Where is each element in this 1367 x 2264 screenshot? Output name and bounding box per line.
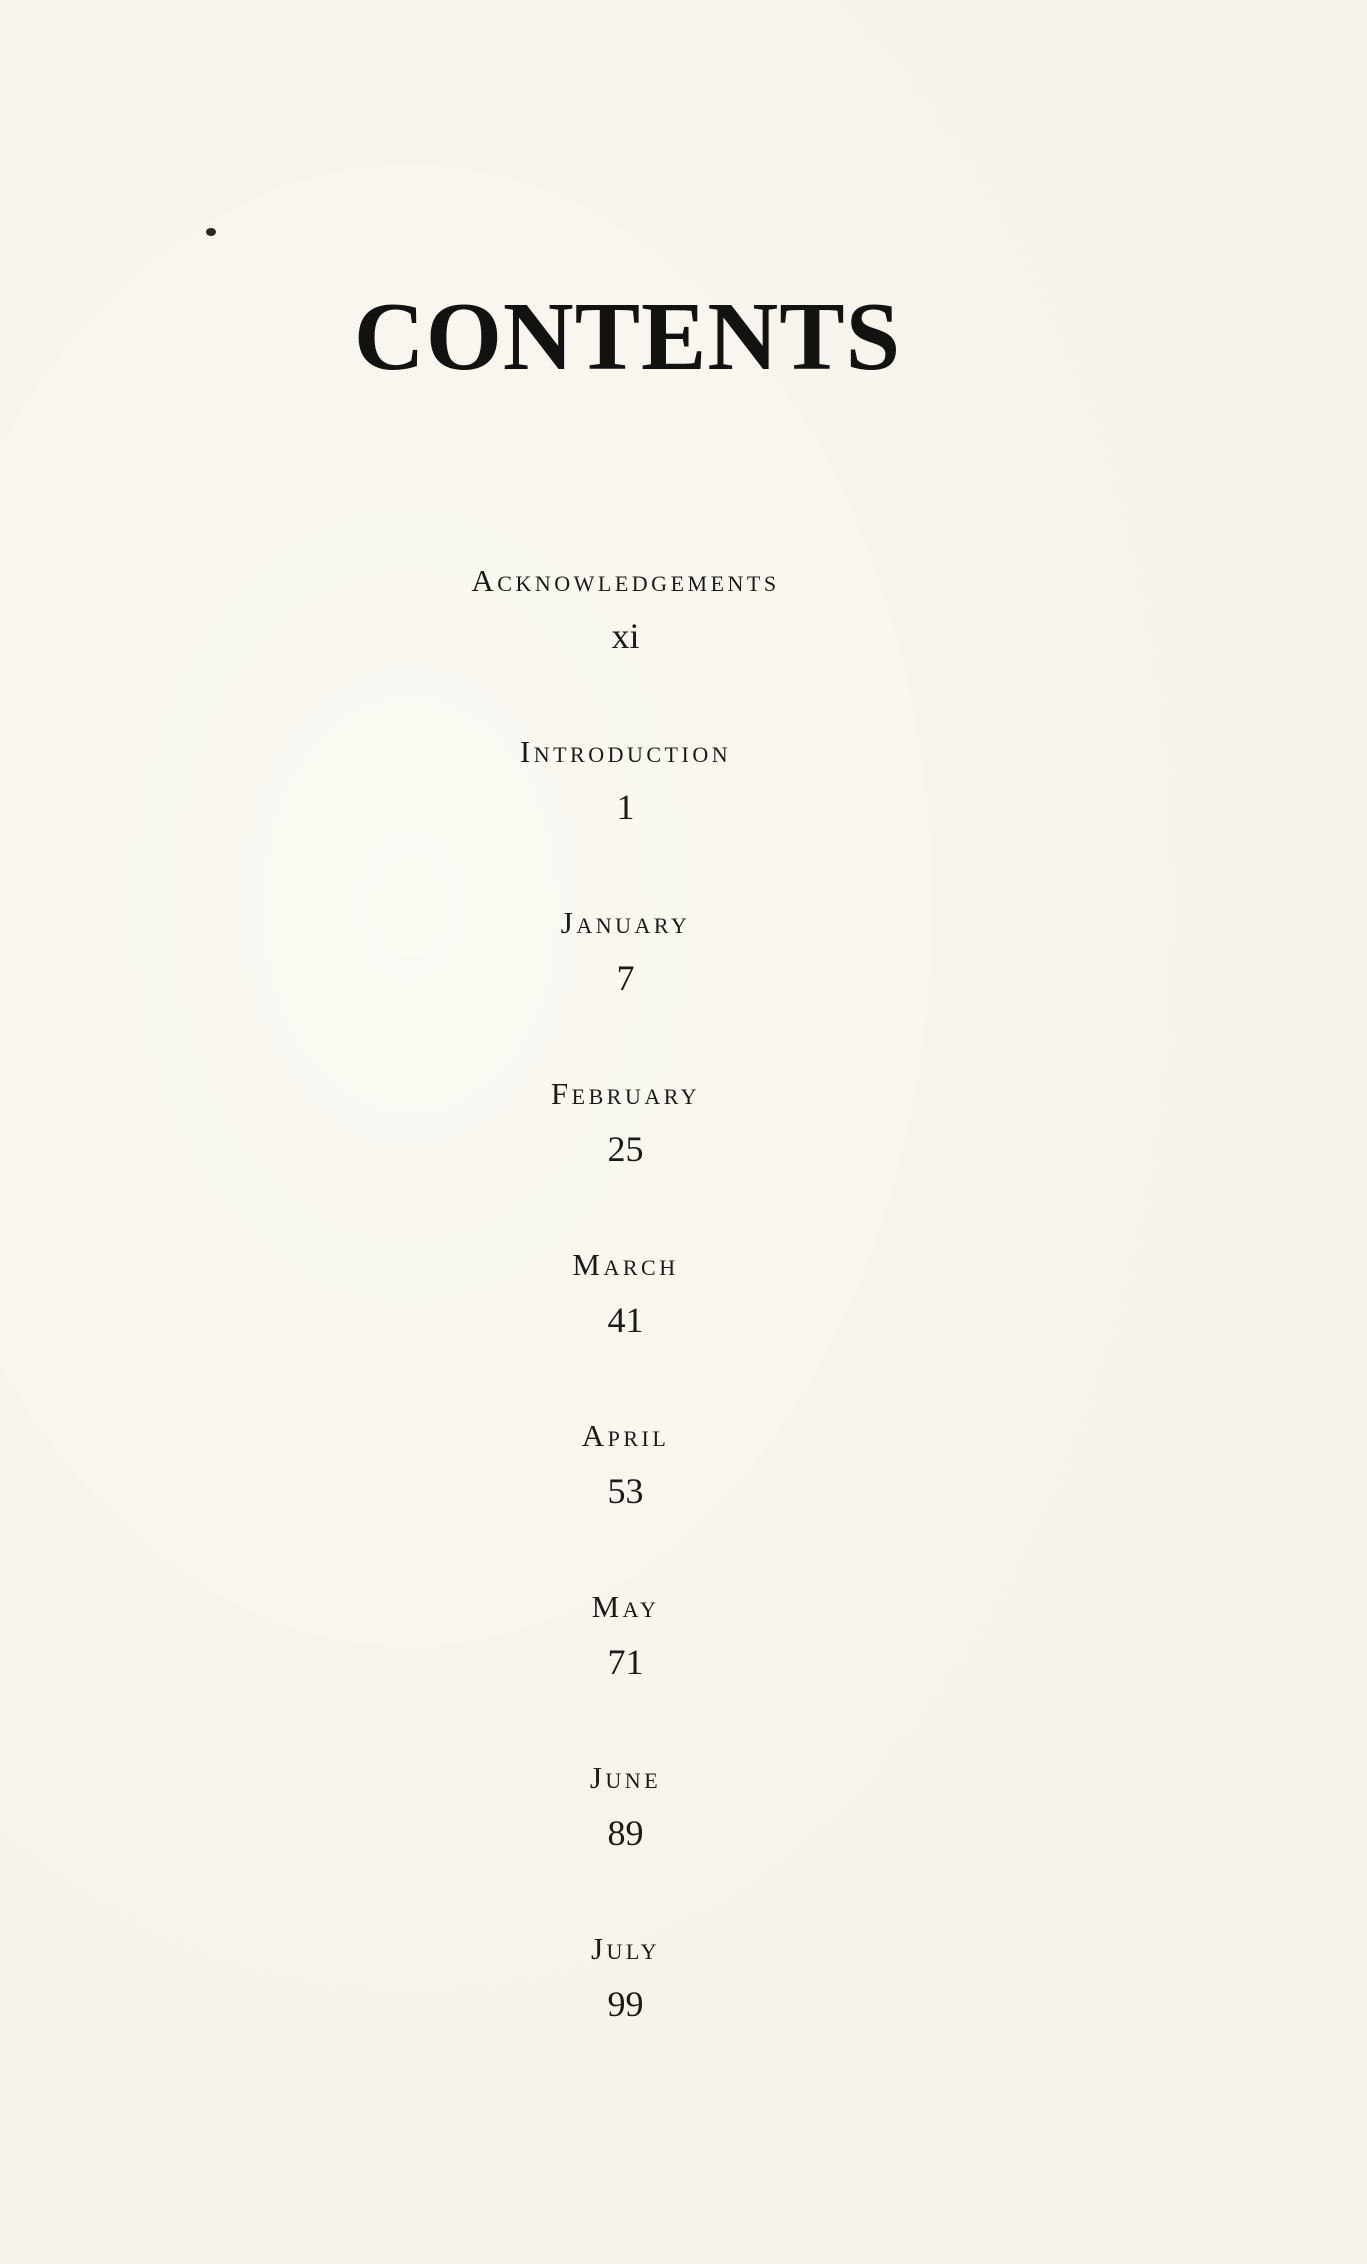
toc-entry-page: 71: [607, 1642, 644, 1682]
toc-entry-label: May: [591, 1589, 660, 1624]
toc-entry-page: 89: [607, 1813, 644, 1853]
toc-entry-acknowledgements: [0, 556, 1251, 727]
toc-entry-label: February: [550, 1076, 701, 1111]
toc-entry-label: March: [572, 1247, 679, 1282]
toc-entry-march: [0, 1240, 1251, 1411]
toc-entry-page: xi: [611, 616, 640, 656]
toc-entry-page: 7: [616, 958, 635, 998]
toc-entry-page: 41: [607, 1300, 644, 1340]
toc-entry-july: [0, 1924, 1251, 2095]
toc-entry-april: [0, 1411, 1251, 1582]
toc-entry-june: [0, 1753, 1251, 1924]
toc-entry-page: 25: [607, 1129, 644, 1169]
toc-entry-introduction: [0, 727, 1251, 898]
toc-entry-label: January: [560, 905, 691, 940]
toc-entry-label: Introduction: [519, 734, 732, 769]
toc-entry-may: [0, 1582, 1251, 1753]
ink-speck: [206, 228, 216, 236]
table-of-contents: [0, 556, 1251, 2095]
toc-entry-february: [0, 1069, 1251, 1240]
toc-entry-january: [0, 898, 1251, 1069]
toc-entry-page: 99: [607, 1984, 644, 2024]
page-title: CONTENTS: [353, 282, 902, 391]
toc-entry-label: July: [590, 1931, 661, 1966]
toc-entry-label: June: [589, 1760, 662, 1795]
toc-entry-label: Acknowledgements: [471, 563, 780, 598]
toc-entry-label: April: [581, 1418, 670, 1453]
toc-entry-page: 53: [607, 1471, 644, 1511]
toc-entry-page: 1: [616, 787, 635, 827]
